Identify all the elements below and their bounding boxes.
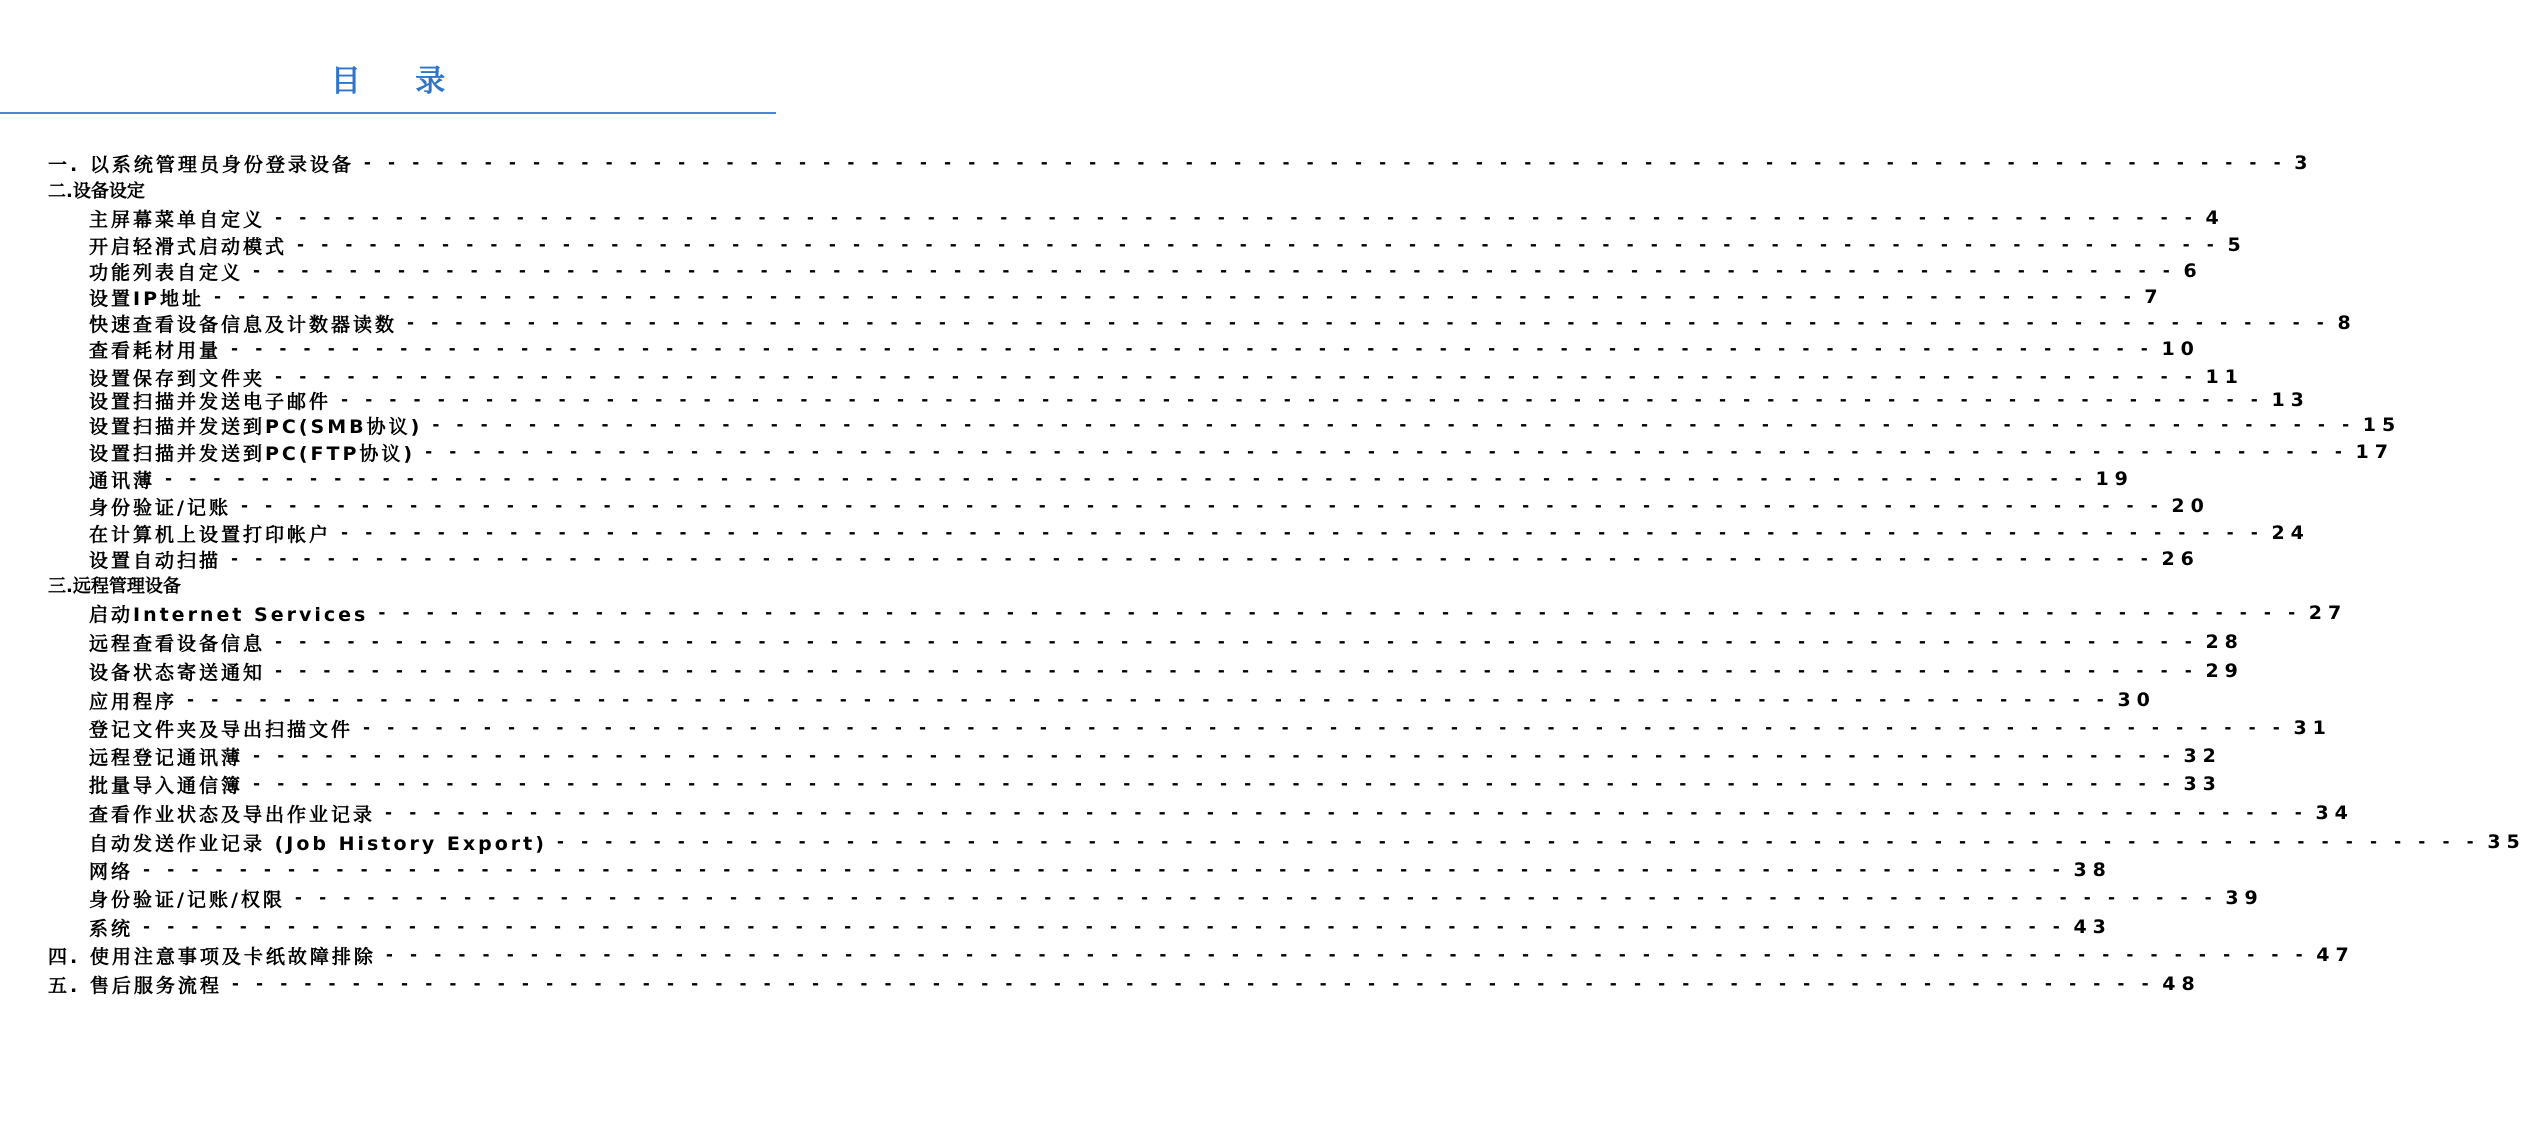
- toc-entry-label: 批量导入通信簿: [89, 774, 244, 797]
- toc-entry-label: 设置扫描并发送到PC(FTP协议): [89, 442, 416, 465]
- toc-entry-page-number: 30: [2117, 689, 2156, 711]
- toc-dot-leader: - - - - - - - - - - - - - - - - - - - - - - - - - - - - - - - - - - - - - - - - - - - - - - - - - - - - - - - - - - - - - - - - - - - - - - - - - - - - - - - -: [556, 832, 2480, 852]
- toc-entry-page-number: 10: [2161, 338, 2200, 360]
- toc-entry-page-number: 7: [2144, 286, 2164, 308]
- toc-entry-label: 启动Internet Services: [89, 603, 369, 626]
- toc-entry[interactable]: [89, 520, 2310, 546]
- toc-entry[interactable]: [89, 258, 2203, 284]
- toc-dot-leader: - - - - - - - - - - - - - - - - - - - - - - - - - - - - - - - - - - - - - - - - - - - - - - - - - - - - - - - - - - - - - - - - - - - - - - - - - - - - - - - -: [385, 803, 2308, 823]
- toc-dot-leader: - - - - - - - - - - - - - - - - - - - - - - - - - - - - - - - - - - - - - - - - - - - - - - - - - - - - - - - - - - - - - - - - - - - - - - - - - - - - - - - -: [341, 523, 2264, 543]
- toc-entry-label: 自动发送作业记录 (Job History Export): [89, 832, 547, 855]
- toc-entry-page-number: 24: [2271, 522, 2310, 544]
- toc-entry-label: 三.远程管理设备: [48, 576, 181, 597]
- toc-entry-page-number: 4: [2205, 207, 2225, 229]
- toc-entry-page-number: 33: [2183, 773, 2222, 795]
- toc-entry-page-number: 15: [2362, 414, 2402, 436]
- toc-entry-label: 主屏幕菜单自定义: [89, 208, 266, 231]
- toc-entry-label: 查看作业状态及导出作业记录: [89, 803, 376, 826]
- toc-dot-leader: - - - - - - - - - - - - - - - - - - - - - - - - - - - - - - - - - - - - - - - - - - - - - - - - - - - - - - - - - - - - - - - - - - - - - - - - - - - - - - - -: [275, 208, 2198, 228]
- toc-entry[interactable]: [48, 150, 2314, 176]
- toc-entry-label: 五. 售后服务流程: [48, 974, 222, 997]
- toc-entry-label: 远程查看设备信息: [89, 632, 266, 655]
- document-title: 目 录: [330, 64, 468, 99]
- toc-entry[interactable]: [89, 629, 2244, 655]
- toc-entry-page-number: 8: [2337, 312, 2357, 334]
- toc-entry-page-number: 19: [2095, 468, 2134, 490]
- toc-dot-leader: - - - - - - - - - - - - - - - - - - - - - - - - - - - - - - - - - - - - - - - - - - - - - - - - - - - - - - - - - - - - - - - - - - - - - - - - - - - - - - - -: [143, 860, 2066, 880]
- toc-entry-page-number: 43: [2073, 916, 2112, 938]
- toc-entry-label: 通讯薄: [89, 469, 156, 492]
- toc-entry-page-number: 17: [2355, 441, 2394, 463]
- toc-entry-label: 远程登记通讯薄: [89, 746, 244, 769]
- toc-entry-page-number: 13: [2271, 389, 2310, 411]
- toc-entry-label: 设置扫描并发送电子邮件: [89, 390, 332, 413]
- toc-dot-leader: - - - - - - - - - - - - - - - - - - - - - - - - - - - - - - - - - - - - - - - - - - - - - - - - - - - - - - - - - - - - - - - - - - - - - - - - - - - - - - - -: [275, 367, 2198, 387]
- toc-entry-label: 二.设备设定: [48, 181, 145, 202]
- toc-entry[interactable]: [89, 600, 2348, 626]
- toc-entry-page-number: 38: [2073, 859, 2112, 881]
- toc-entry-label: 快速查看设备信息及计数器读数: [89, 313, 398, 336]
- toc-dot-leader: - - - - - - - - - - - - - - - - - - - - - - - - - - - - - - - - - - - - - - - - - - - - - - - - - - - - - - - - - - - - - - - - - - - - - - - - - - - - - - - -: [240, 496, 2164, 516]
- toc-entry[interactable]: [48, 942, 2355, 968]
- toc-entry[interactable]: [89, 439, 2394, 465]
- toc-entry-label: 开启轻滑式启动模式: [89, 235, 288, 258]
- toc-dot-leader: - - - - - - - - - - - - - - - - - - - - - - - - - - - - - - - - - - - - - - - - - - - - - - - - - - - - - - - - - - - - - - - - - - - - - - - - - - - - - - - -: [253, 261, 2176, 281]
- toc-entry[interactable]: [89, 715, 2332, 741]
- toc-entry-label: 应用程序: [89, 690, 178, 713]
- toc-entry-label: 身份验证/记账: [89, 496, 231, 519]
- toc-entry-page-number: 5: [2227, 234, 2247, 256]
- toc-entry-label: 登记文件夹及导出扫描文件: [89, 718, 354, 741]
- toc-entry-label: 网络: [89, 860, 134, 883]
- toc-entry[interactable]: [89, 493, 2210, 519]
- toc-entry[interactable]: [48, 572, 746, 598]
- toc-entry[interactable]: [89, 914, 2112, 940]
- toc-entry-label: 设置保存到文件夹: [89, 367, 266, 390]
- toc-dot-leader: - - - - - - - - - - - - - - - - - - - - - - - - - - - - - - - - - - - - - - - - - - - - - - - - - - - - - - - - - - - - - - - - - - - - - - - - - - - - - - - -: [425, 442, 2348, 462]
- toc-dot-leader: - - - - - - - - - - - - - - - - - - - - - - - - - - - - - - - - - - - - - - - - - - - - - - - - - - - - - - - - - - - - - - - - - - - - - - - - - - - - - - - -: [214, 287, 2137, 307]
- toc-entry-page-number: 34: [2315, 802, 2354, 824]
- toc-dot-leader: - - - - - - - - - - - - - - - - - - - - - - - - - - - - - - - - - - - - - - - - - - - - - - - - - - - - - - - - - - - - - - - - - - - - - - - - - - - - - - - -: [294, 888, 2218, 908]
- toc-entry[interactable]: [89, 829, 2526, 855]
- toc-entry[interactable]: [89, 771, 2222, 797]
- toc-entry-label: 在计算机上设置打印帐户: [89, 523, 332, 546]
- toc-entry-page-number: 47: [2316, 944, 2355, 966]
- toc-entry-page-number: 31: [2293, 717, 2332, 739]
- toc-dot-leader: - - - - - - - - - - - - - - - - - - - - - - - - - - - - - - - - - - - - - - - - - - - - - - - - - - - - - - - - - - - - - - - - - - - - - - - - - - - - - - - -: [253, 774, 2176, 794]
- toc-dot-leader: - - - - - - - - - - - - - - - - - - - - - - - - - - - - - - - - - - - - - - - - - - - - - - - - - - - - - - - - - - - - - - - - - - - - - - - - - - - - - - - -: [143, 917, 2066, 937]
- toc-entry-label: 身份验证/记账/权限: [89, 888, 285, 911]
- toc-dot-leader: - - - - - - - - - - - - - - - - - - - - - - - - - - - - - - - - - - - - - - - - - - - - - - - - - - - - - - - - - - - - - - - - - - - - - - - - - - - - - - - -: [253, 746, 2176, 766]
- toc-entry-page-number: 48: [2162, 973, 2201, 995]
- toc-entry[interactable]: [89, 658, 2244, 684]
- toc-dot-leader: - - - - - - - - - - - - - - - - - - - - - - - - - - - - - - - - - - - - - - - - - - - - - - - - - - - - - - - - - - - - - - - - - - - - - - - - - - - - - - - -: [363, 718, 2286, 738]
- toc-entry[interactable]: [89, 466, 2134, 492]
- toc-entry-page-number: 26: [2161, 548, 2200, 570]
- toc-dot-leader: - - - - - - - - - - - - - - - - - - - - - - - - - - - - - - - - - - - - - - - - - - - - - - - - - - - - - - - - - - - - - - - - - - - - - - - - - - - - - - - -: [407, 313, 2330, 333]
- toc-entry-label: 功能列表自定义: [89, 261, 244, 284]
- toc-entry[interactable]: [89, 743, 2222, 769]
- toc-dot-leader: - - - - - - - - - - - - - - - - - - - - - - - - - - - - - - - - - - - - - - - - - - - - - - - - - - - - - - - - - - - - - - - - - - - - - - - - - - - - - - - -: [187, 690, 2110, 710]
- toc-entry[interactable]: [48, 971, 2201, 997]
- toc-entry[interactable]: [89, 284, 2164, 310]
- toc-entry[interactable]: [89, 800, 2354, 826]
- toc-dot-leader: - - - - - - - - - - - - - - - - - - - - - - - - - - - - - - - - - - - - - - - - - - - - - - - - - - - - - - - - - - - - - - - - - - - - - - - - - - - - - - - -: [432, 415, 2355, 435]
- toc-entry[interactable]: [89, 857, 2112, 883]
- toc-entry-label: 设备状态寄送通知: [89, 661, 266, 684]
- toc-entry-page-number: 28: [2205, 631, 2244, 653]
- toc-entry[interactable]: [89, 546, 2200, 572]
- toc-entry-label: 设置自动扫描: [89, 549, 222, 572]
- toc-entry[interactable]: [89, 205, 2225, 231]
- toc-entry-page-number: 20: [2171, 495, 2210, 517]
- toc-dot-leader: - - - - - - - - - - - - - - - - - - - - - - - - - - - - - - - - - - - - - - - - - - - - - - - - - - - - - - - - - - - - - - - - - - - - - - - - - - - - - - - -: [165, 469, 2088, 489]
- toc-entry-page-number: 27: [2308, 602, 2348, 624]
- toc-dot-leader: - - - - - - - - - - - - - - - - - - - - - - - - - - - - - - - - - - - - - - - - - - - - - - - - - - - - - - - - - - - - - - - - - - - - - - - - - - - - - - - -: [385, 945, 2309, 965]
- toc-dot-leader: - - - - - - - - - - - - - - - - - - - - - - - - - - - - - - - - - - - - - - - - - - - - - - - - - - - - - - - - - - - - - - - - - - - - - - - - - - - - - - - -: [231, 339, 2154, 359]
- toc-entry-page-number: 11: [2205, 366, 2244, 388]
- toc-entry-page-number: 3: [2294, 152, 2314, 174]
- toc-entry-page-number: 32: [2183, 745, 2222, 767]
- toc-entry[interactable]: [89, 232, 2247, 258]
- toc-entry-label: 系统: [89, 917, 134, 940]
- toc-entry-label: 一. 以系统管理员身份登录设备: [48, 153, 354, 176]
- toc-entry-page-number: 35: [2487, 831, 2526, 853]
- toc-entry-label: 设置扫描并发送到PC(SMB协议): [89, 415, 423, 438]
- toc-dot-leader: - - - - - - - - - - - - - - - - - - - - - - - - - - - - - - - - - - - - - - - - - - - - - - - - - - - - - - - - - - - - - - - - - - - - - - - - - - - - - - - -: [231, 549, 2154, 569]
- toc-dot-leader: - - - - - - - - - - - - - - - - - - - - - - - - - - - - - - - - - - - - - - - - - - - - - - - - - - - - - - - - - - - - - - - - - - - - - - - - - - - - - - - -: [363, 153, 2287, 173]
- toc-entry[interactable]: [89, 336, 2200, 362]
- toc-entry-page-number: 39: [2225, 887, 2264, 909]
- toc-dot-leader: - - - - - - - - - - - - - - - - - - - - - - - - - - - - - - - - - - - - - - - - - - - - - - - - - - - - - - - - - - - - - - - - - - - - - - - - - - - - - - - -: [275, 632, 2198, 652]
- toc-entry-page-number: 29: [2205, 660, 2244, 682]
- toc-entry-label: 查看耗材用量: [89, 339, 222, 362]
- toc-entry[interactable]: [48, 177, 746, 203]
- toc-entry[interactable]: [89, 885, 2264, 911]
- toc-entry[interactable]: [89, 310, 2357, 336]
- toc-dot-leader: - - - - - - - - - - - - - - - - - - - - - - - - - - - - - - - - - - - - - - - - - - - - - - - - - - - - - - - - - - - - - - - - - - - - - - - - - - - - - - - -: [231, 974, 2155, 994]
- toc-dot-leader: - - - - - - - - - - - - - - - - - - - - - - - - - - - - - - - - - - - - - - - - - - - - - - - - - - - - - - - - - - - - - - - - - - - - - - - - - - - - - - - -: [275, 661, 2198, 681]
- toc-entry-page-number: 6: [2183, 260, 2203, 282]
- toc-entry-label: 设置IP地址: [89, 287, 204, 310]
- toc-entry[interactable]: [89, 687, 2156, 713]
- toc-dot-leader: - - - - - - - - - - - - - - - - - - - - - - - - - - - - - - - - - - - - - - - - - - - - - - - - - - - - - - - - - - - - - - - - - - - - - - - - - - - - - - - -: [297, 235, 2220, 255]
- toc-entry[interactable]: [89, 412, 2402, 438]
- toc-entry[interactable]: [89, 387, 2310, 413]
- toc-entry-label: 四. 使用注意事项及卡纸故障排除: [48, 945, 376, 968]
- toc-dot-leader: - - - - - - - - - - - - - - - - - - - - - - - - - - - - - - - - - - - - - - - - - - - - - - - - - - - - - - - - - - - - - - - - - - - - - - - - - - - - - - - -: [341, 390, 2264, 410]
- toc-dot-leader: - - - - - - - - - - - - - - - - - - - - - - - - - - - - - - - - - - - - - - - - - - - - - - - - - - - - - - - - - - - - - - - - - - - - - - - - - - - - - - - -: [378, 603, 2301, 623]
